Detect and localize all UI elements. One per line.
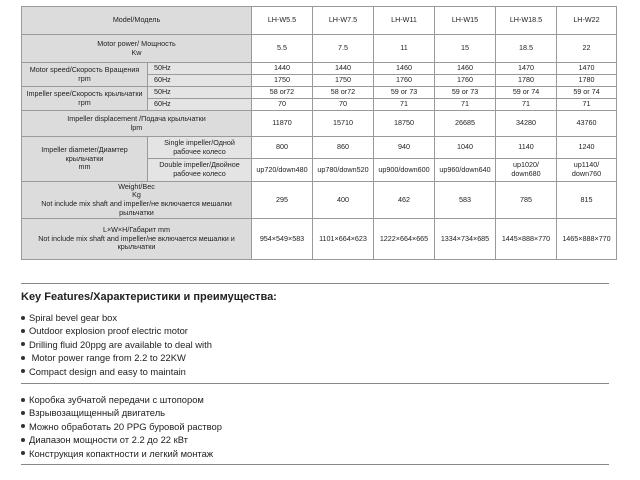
impeller-speed-unit: rpm xyxy=(78,97,91,107)
impeller-speed-title: Impeller spee/Скорость крыльчатки xyxy=(26,88,143,98)
bullet-icon xyxy=(21,369,25,373)
motor-speed-cell: 1760 xyxy=(374,75,435,87)
displacement-cell: 15710 xyxy=(313,111,374,137)
hz-label: 60Hz xyxy=(148,75,252,87)
impeller-speed-cell: 58 or72 xyxy=(313,87,374,99)
diameter-label xyxy=(22,137,148,182)
bullet-icon xyxy=(21,398,25,402)
bullet-icon xyxy=(21,438,25,442)
model-row xyxy=(22,7,617,35)
bullet-icon xyxy=(21,316,25,320)
bullet-icon xyxy=(21,411,25,415)
weight-cell: 400 xyxy=(313,182,374,219)
displacement-row xyxy=(22,111,617,137)
displacement-cell: 34280 xyxy=(496,111,557,137)
english-feature-list xyxy=(21,311,212,378)
hz-label: 50Hz xyxy=(148,87,252,99)
feature-text: Диапазон мощности от 2.2 до 22 кВт xyxy=(29,434,188,446)
list-item xyxy=(21,311,212,324)
feature-text: Outdoor explosion proof electric motor xyxy=(29,325,188,337)
motor-power-cell: 11 xyxy=(374,35,435,63)
list-item xyxy=(21,338,212,351)
displacement-unit: lpm xyxy=(130,122,143,132)
features-title: Key Features/Характеристики и преимущества: xyxy=(21,291,277,303)
model-cell: LH-W22 xyxy=(557,7,617,35)
list-item xyxy=(21,447,222,460)
russian-feature-list xyxy=(21,393,222,460)
hz-label: 60Hz xyxy=(148,99,252,111)
bullet-icon xyxy=(21,356,25,360)
impeller-speed-cell: 59 or 73 xyxy=(435,87,496,99)
weight-cell: 785 xyxy=(496,182,557,219)
weight-note: Not include mix shaft and impeller/не включается мешалки рыльчатки xyxy=(41,199,232,217)
motor-speed-title: Motor speed/Скорость Вращения xyxy=(29,64,140,74)
motor-power-cell: 7.5 xyxy=(313,35,374,63)
diameter-cell: 1040 xyxy=(435,137,496,159)
motor-speed-cell: 1750 xyxy=(313,75,374,87)
motor-speed-cell: 1460 xyxy=(374,63,435,75)
diameter-cell: up1020/ down680 xyxy=(496,159,557,182)
displacement-cell: 43760 xyxy=(557,111,617,137)
bullet-icon xyxy=(21,451,25,455)
motor-power-unit: Kw xyxy=(131,47,142,57)
motor-speed-50hz-row xyxy=(22,63,617,75)
feature-text: Взрывозащищенный двигатель xyxy=(29,407,166,419)
motor-speed-unit: rpm xyxy=(78,73,91,83)
dimensions-cell: 1465×888×770 xyxy=(557,219,617,260)
dimensions-cell: 1101×664×623 xyxy=(313,219,374,260)
motor-speed-cell: 1780 xyxy=(557,75,617,87)
dimensions-title: L×W×H/Габарит mm xyxy=(102,225,171,235)
motor-speed-cell: 1760 xyxy=(435,75,496,87)
motor-speed-label xyxy=(22,63,148,87)
motor-speed-cell: 1460 xyxy=(435,63,496,75)
motor-speed-cell: 1440 xyxy=(313,63,374,75)
displacement-cell: 18750 xyxy=(374,111,435,137)
model-cell: LH-W7.5 xyxy=(313,7,374,35)
model-label: Model/Модель xyxy=(22,7,252,35)
list-item xyxy=(21,393,222,406)
dimensions-cell: 1222×664×665 xyxy=(374,219,435,260)
weight-label xyxy=(22,182,252,219)
diameter-cell: up780/down520 xyxy=(313,159,374,182)
divider xyxy=(21,283,609,284)
list-item xyxy=(21,365,212,378)
diameter-cell: up960/down640 xyxy=(435,159,496,182)
list-item xyxy=(21,351,212,364)
displacement-title: Impeller displacement /Подача крыльчатки xyxy=(67,113,206,123)
impeller-speed-label xyxy=(22,87,148,111)
feature-text: Можно обработать 20 PPG буровой раствор xyxy=(29,420,222,432)
motor-power-cell: 18.5 xyxy=(496,35,557,63)
displacement-cell: 26685 xyxy=(435,111,496,137)
displacement-label xyxy=(22,111,252,137)
model-cell: LH-W18.5 xyxy=(496,7,557,35)
weight-cell: 815 xyxy=(557,182,617,219)
weight-row xyxy=(22,182,617,219)
diameter-title: Impeller diameter/Диамтер крыльчатки xyxy=(41,145,128,163)
list-item xyxy=(21,324,212,337)
diameter-cell: up1140/ down760 xyxy=(557,159,617,182)
feature-text: Конструкция копактности и легкий монтаж xyxy=(29,447,214,459)
impeller-speed-cell: 59 or 74 xyxy=(557,87,617,99)
motor-power-cell: 15 xyxy=(435,35,496,63)
impeller-speed-cell: 70 xyxy=(252,99,313,111)
motor-speed-cell: 1470 xyxy=(496,63,557,75)
dimensions-note: Not include mix shaft and impeller/не включается мешалки и крыльчатки xyxy=(38,233,235,252)
impeller-speed-cell: 71 xyxy=(374,99,435,111)
double-impeller-label: Double impeller/Двойное рабочее колесо xyxy=(148,159,252,182)
displacement-cell: 11870 xyxy=(252,111,313,137)
diameter-cell: 800 xyxy=(252,137,313,159)
dimensions-cell: 954×549×583 xyxy=(252,219,313,260)
weight-title: Weight/Вес xyxy=(118,181,155,191)
motor-speed-cell: 1750 xyxy=(252,75,313,87)
feature-text: Compact design and easy to maintain xyxy=(29,365,186,377)
specification-table xyxy=(21,6,617,260)
model-cell: LH-W5.5 xyxy=(252,7,313,35)
divider xyxy=(21,383,609,384)
diameter-cell: 1240 xyxy=(557,137,617,159)
feature-text: Drilling fluid 20ppg are available to deal with xyxy=(29,338,212,350)
impeller-speed-cell: 71 xyxy=(496,99,557,111)
impeller-speed-cell: 59 or 74 xyxy=(496,87,557,99)
impeller-speed-cell: 70 xyxy=(313,99,374,111)
impeller-speed-cell: 59 or 73 xyxy=(374,87,435,99)
bullet-icon xyxy=(21,424,25,428)
feature-text: Spiral bevel gear box xyxy=(29,312,118,323)
feature-text: Motor power range from 2.2 to 22KW xyxy=(29,352,186,364)
impeller-speed-cell: 58 or72 xyxy=(252,87,313,99)
motor-power-cell: 5.5 xyxy=(252,35,313,63)
bullet-icon xyxy=(21,329,25,333)
bullet-icon xyxy=(21,342,25,346)
list-item xyxy=(21,433,222,446)
divider xyxy=(21,464,609,465)
impeller-speed-50hz-row xyxy=(22,87,617,99)
motor-power-row xyxy=(22,35,617,63)
motor-power-cell: 22 xyxy=(557,35,617,63)
diameter-cell: up900/down600 xyxy=(374,159,435,182)
diameter-cell: 940 xyxy=(374,137,435,159)
weight-cell: 583 xyxy=(435,182,496,219)
dimensions-cell: 1445×888×770 xyxy=(496,219,557,260)
motor-speed-cell: 1440 xyxy=(252,63,313,75)
weight-cell: 295 xyxy=(252,182,313,219)
weight-cell: 462 xyxy=(374,182,435,219)
single-impeller-label: Single impeller/Одной рабочее колесо xyxy=(148,137,252,159)
diameter-cell: up720/down480 xyxy=(252,159,313,182)
diameter-single-row xyxy=(22,137,617,159)
list-item xyxy=(21,406,222,419)
dimensions-cell: 1334×734×685 xyxy=(435,219,496,260)
dimensions-row xyxy=(22,219,617,260)
diameter-unit: mm xyxy=(78,162,91,172)
motor-speed-cell: 1780 xyxy=(496,75,557,87)
diameter-cell: 1140 xyxy=(496,137,557,159)
dimensions-label xyxy=(22,219,252,260)
weight-unit: Kg xyxy=(132,190,141,200)
impeller-speed-cell: 71 xyxy=(435,99,496,111)
diameter-cell: 860 xyxy=(313,137,374,159)
motor-speed-cell: 1470 xyxy=(557,63,617,75)
feature-text: Коробка зубчатой передачи с штопором xyxy=(29,394,204,405)
hz-label: 50Hz xyxy=(148,63,252,75)
impeller-speed-cell: 71 xyxy=(557,99,617,111)
list-item xyxy=(21,420,222,433)
motor-power-label xyxy=(22,35,252,63)
model-cell: LH-W15 xyxy=(435,7,496,35)
motor-power-title: Motor power/ Мощность xyxy=(97,38,176,48)
model-cell: LH-W11 xyxy=(374,7,435,35)
